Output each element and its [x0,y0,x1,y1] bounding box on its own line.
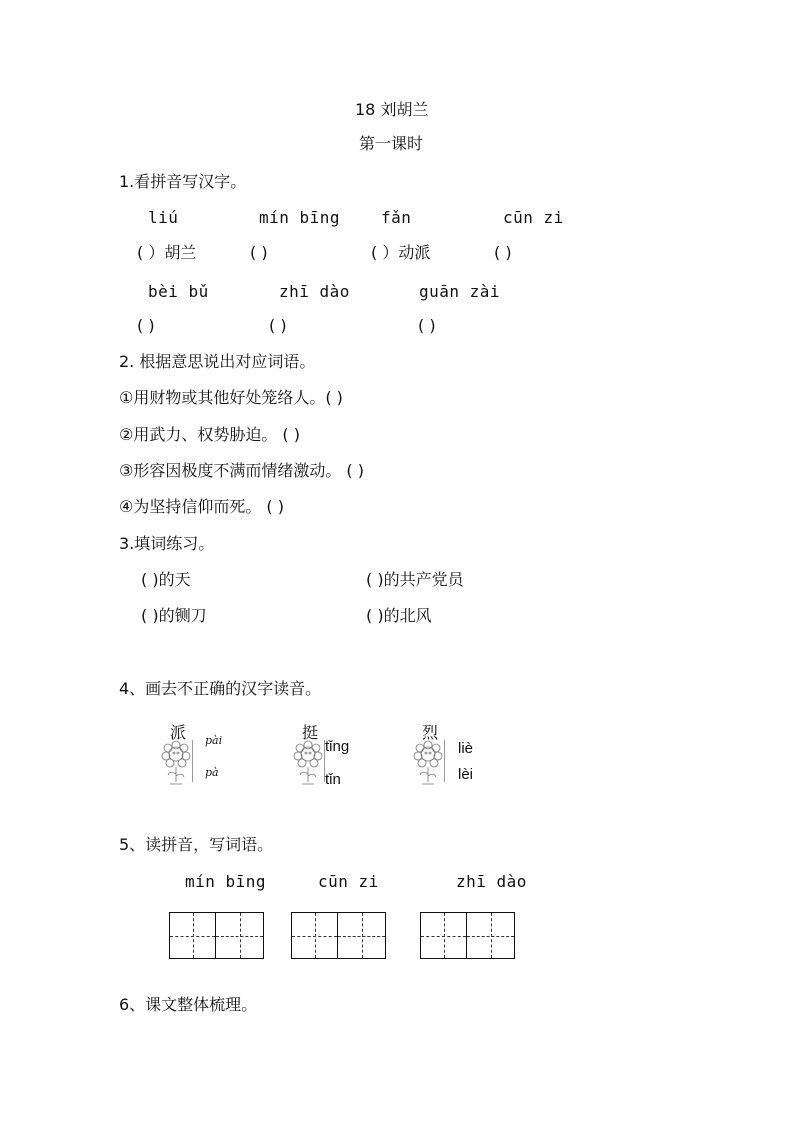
q4-opt-3b[interactable]: lèi [458,766,474,783]
pinyin-minbing: mín bīng [259,208,341,227]
blank-huzhan[interactable]: ( ）胡兰 [137,243,197,262]
q4-opt-2a[interactable]: tǐng [325,738,350,755]
pinyin-liu: liú [148,208,179,227]
page-title: 18 刘胡兰 [355,100,429,119]
writing-cell[interactable] [169,912,216,959]
question-6-heading: 6、课文整体梳理。 [119,995,258,1014]
question-2-heading: 2. 根据意思说出对应词语。 [119,352,316,371]
q4-opt-1b[interactable]: pà [205,766,219,779]
pinyin-cunzi: cūn zi [503,208,564,227]
question-3-heading: 3.填词练习。 [119,534,215,553]
q5-pinyin-1: mín bīng [185,872,267,891]
flower-icon [412,740,444,788]
question-5-heading: 5、读拼音，写词语。 [119,835,274,854]
blank-fandongpai[interactable]: ( ）动派 [371,243,431,262]
blank-zhidao[interactable]: ( ) [269,316,287,335]
writing-cell[interactable] [467,912,515,959]
q4-opt-3a[interactable]: liè [458,740,474,757]
pinyin-guanzai: guān zài [419,282,501,301]
q3-item-1[interactable]: ( )的天 [141,570,191,589]
q3-item-2[interactable]: ( )的共产党员 [366,570,464,589]
q2-item-2: ②用武力、权势胁迫。 ( ) [119,425,301,444]
divider [192,740,193,782]
q3-item-3[interactable]: ( )的铡刀 [141,606,207,625]
pinyin-zhidao: zhī dào [279,282,350,301]
question-4-heading: 4、画去不正确的汉字读音。 [119,679,322,698]
q2-item-4: ④为坚持信仰而死。 ( ) [119,497,285,516]
writing-cell[interactable] [216,912,264,959]
q2-item-1: ①用财物或其他好处笼络人。( ) [119,388,343,407]
writing-cell[interactable] [291,912,338,959]
q4-char-2: 挺 [302,723,319,742]
writing-cell[interactable] [420,912,467,959]
divider [444,740,445,782]
q2-item-3: ③形容因极度不满而情绪激动。 ( ) [119,461,365,480]
q3-item-4[interactable]: ( )的北风 [366,606,432,625]
q4-char-1: 派 [170,723,187,742]
q4-opt-2b[interactable]: tǐn [325,771,341,788]
writing-grid-2[interactable] [291,912,386,959]
blank-beibu[interactable]: ( ) [137,316,155,335]
pinyin-beibu: bèi bǔ [148,282,209,301]
blank-guanzai[interactable]: ( ) [418,316,436,335]
pinyin-fan: fǎn [381,208,412,227]
flower-icon [160,740,192,788]
q4-opt-1a[interactable]: pài [205,734,223,747]
question-1-heading: 1.看拼音写汉字。 [119,172,247,191]
writing-grid-3[interactable] [420,912,515,959]
writing-cell[interactable] [338,912,386,959]
q5-pinyin-2: cūn zi [318,872,379,891]
writing-grid-1[interactable] [169,912,264,959]
q5-pinyin-3: zhī dào [456,872,527,891]
page-subtitle: 第一课时 [359,134,424,153]
blank-cunzi[interactable]: ( ) [494,243,512,262]
blank-minbing[interactable]: ( ) [250,243,268,262]
flower-icon [292,740,324,788]
q4-char-3: 烈 [422,723,439,742]
